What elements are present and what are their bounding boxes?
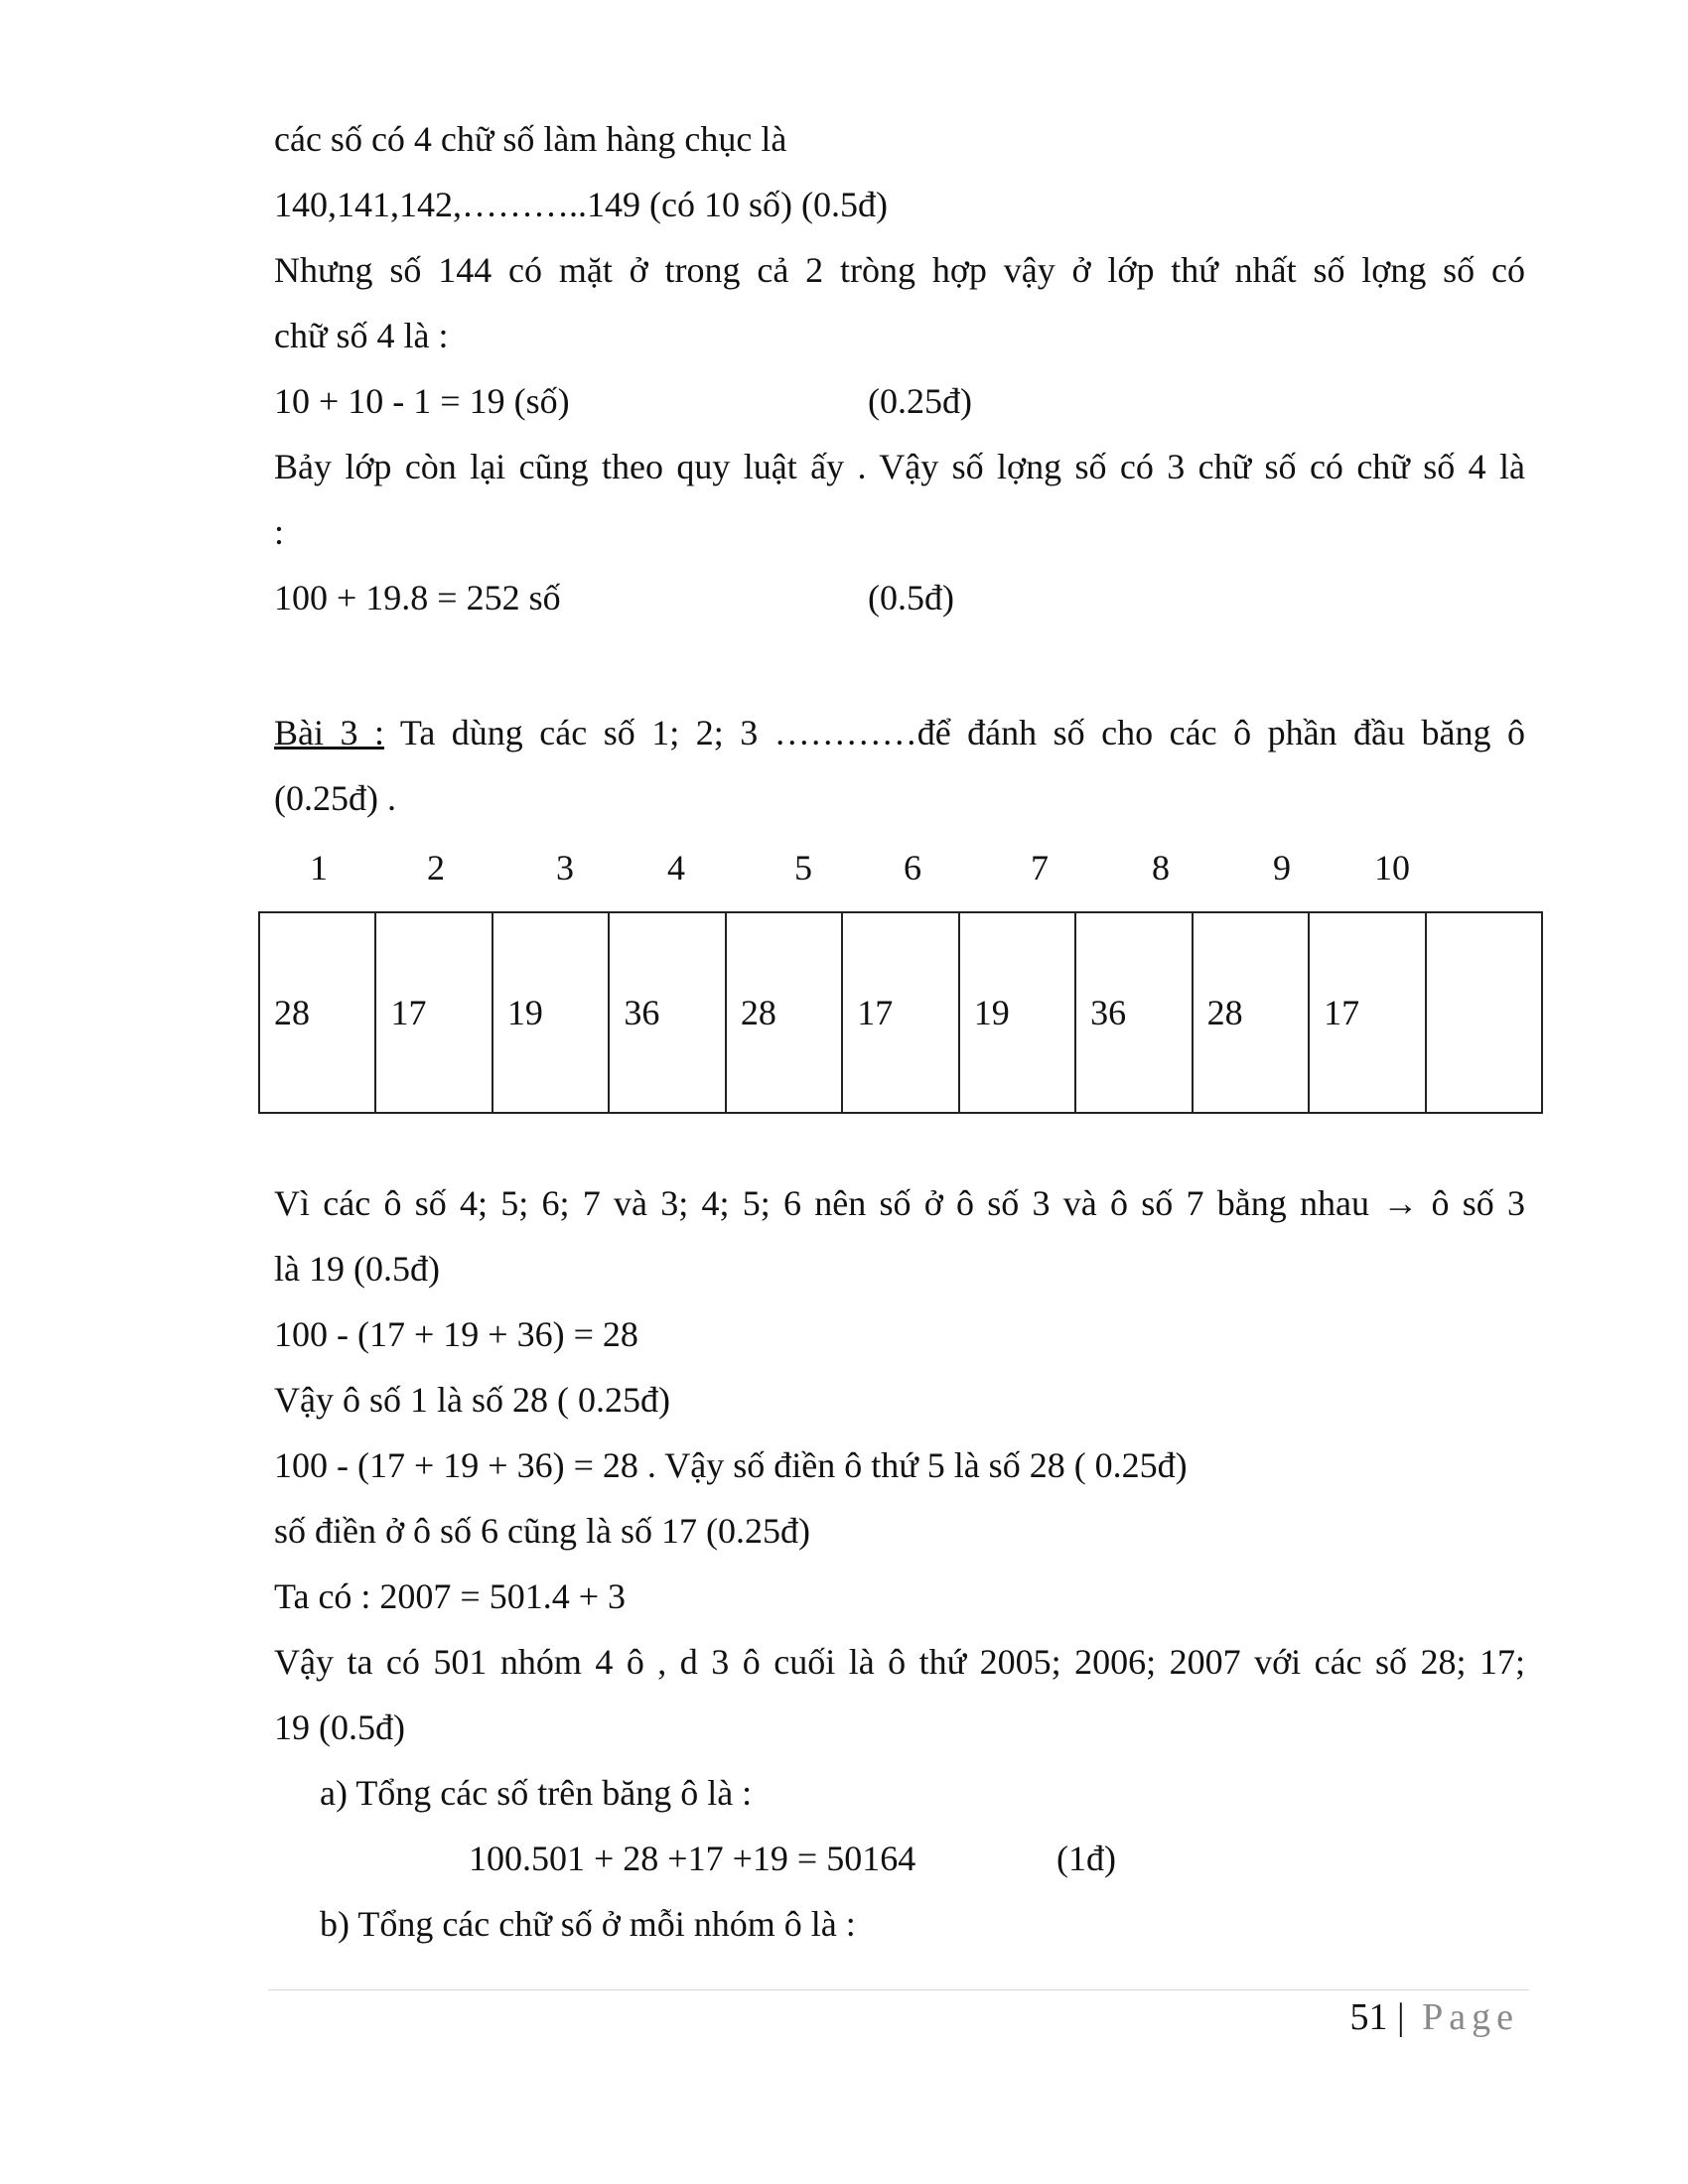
calc-line	[469, 1837, 1462, 1880]
text-line: các số có 4 chữ số làm hàng chục là	[274, 119, 787, 159]
cell-index: 4	[667, 848, 685, 887]
table-cell: 19	[959, 912, 1075, 1113]
table-cell	[1426, 912, 1542, 1113]
table-cell: 28	[726, 912, 842, 1113]
text-line: (0.25đ) .	[274, 778, 396, 818]
text-line: 19 (0.5đ)	[274, 1707, 405, 1747]
cell-index: 1	[310, 848, 328, 887]
page-number: 51	[1349, 1996, 1388, 2038]
page-word: Page	[1422, 1996, 1519, 2038]
calc-expression: 100.501 + 28 +17 +19 = 50164	[469, 1839, 916, 1878]
part-b-label: b) Tổng các chữ số ở mỗi nhóm ô là :	[320, 1904, 856, 1944]
cell-index: 10	[1374, 848, 1410, 887]
table-cell: 19	[492, 912, 609, 1113]
text-line: Nhưng số 144 có mặt ở trong cả 2 tròng hợp vậy ở lớp thứ nhất số lợng số có	[274, 250, 1525, 290]
score: (0.25đ)	[868, 381, 972, 421]
table-cell: 36	[1075, 912, 1192, 1113]
exercise-heading	[274, 711, 1525, 754]
text-line: 140,141,142,………..149 (có 10 số) (0.5đ)	[274, 185, 888, 224]
table-cell: 36	[609, 912, 725, 1113]
table-cell: 28	[1193, 912, 1309, 1113]
text-line: Vì các ô số 4; 5; 6; 7 và 3; 4; 5; 6 nên số ở ô số 3 và ô số 7 bằng nhau → ô số 3	[274, 1183, 1525, 1223]
calc-expression: 100 + 19.8 = 252 số	[274, 578, 561, 617]
text-line: Vậy ô số 1 là số 28 ( 0.25đ)	[274, 1380, 670, 1420]
cell-index: 2	[427, 848, 445, 887]
text-line: Vậy ta có 501 nhóm 4 ô , d 3 ô cuối là ô thứ 2005; 2006; 2007 với các số 28; 17;	[274, 1642, 1525, 1682]
table-cell: 28	[259, 912, 375, 1113]
table-cell: 17	[375, 912, 492, 1113]
cell-index: 7	[1031, 848, 1049, 887]
text-line: là 19 (0.5đ)	[274, 1249, 440, 1289]
table-row	[259, 912, 1542, 1113]
score: (0.5đ)	[868, 578, 954, 617]
text-line: số điền ở ô số 6 cũng là số 17 (0.25đ)	[274, 1511, 810, 1551]
part-a-label: a) Tổng các số trên băng ô là :	[320, 1773, 753, 1813]
table-cell: 17	[842, 912, 958, 1113]
cell-index: 5	[794, 848, 812, 887]
exercise-text: Ta dùng các số 1; 2; 3 …………để đánh số cho các ô phần đầu băng ô	[399, 713, 1525, 752]
calc-expression: 10 + 10 - 1 = 19 (số)	[274, 381, 570, 421]
calc-line	[274, 576, 1525, 619]
table-cell: 17	[1309, 912, 1425, 1113]
number-strip-table	[258, 911, 1543, 1114]
text-line: 100 - (17 + 19 + 36) = 28	[274, 1314, 638, 1354]
text-line: :	[274, 512, 285, 552]
exercise-label: Bài 3 :	[274, 713, 384, 752]
cell-index: 6	[904, 848, 921, 887]
text-line: chữ số 4 là :	[274, 316, 449, 355]
cell-index: 3	[556, 848, 574, 887]
footer-separator: |	[1397, 1996, 1405, 2038]
page-footer	[1350, 1993, 1519, 2041]
cell-index: 9	[1273, 848, 1291, 887]
footer-divider	[268, 1989, 1529, 1990]
score: (1đ)	[1056, 1839, 1116, 1878]
text-line: 100 - (17 + 19 + 36) = 28 . Vậy số điền ô thứ 5 là số 28 ( 0.25đ)	[274, 1445, 1188, 1485]
cell-index: 8	[1152, 848, 1170, 887]
text-line: Ta có : 2007 = 501.4 + 3	[274, 1576, 627, 1616]
calc-line	[274, 379, 1525, 423]
text-line: Bảy lớp còn lại cũng theo quy luật ấy . Vậy số lợng số có 3 chữ số có chữ số 4 là	[274, 447, 1525, 486]
